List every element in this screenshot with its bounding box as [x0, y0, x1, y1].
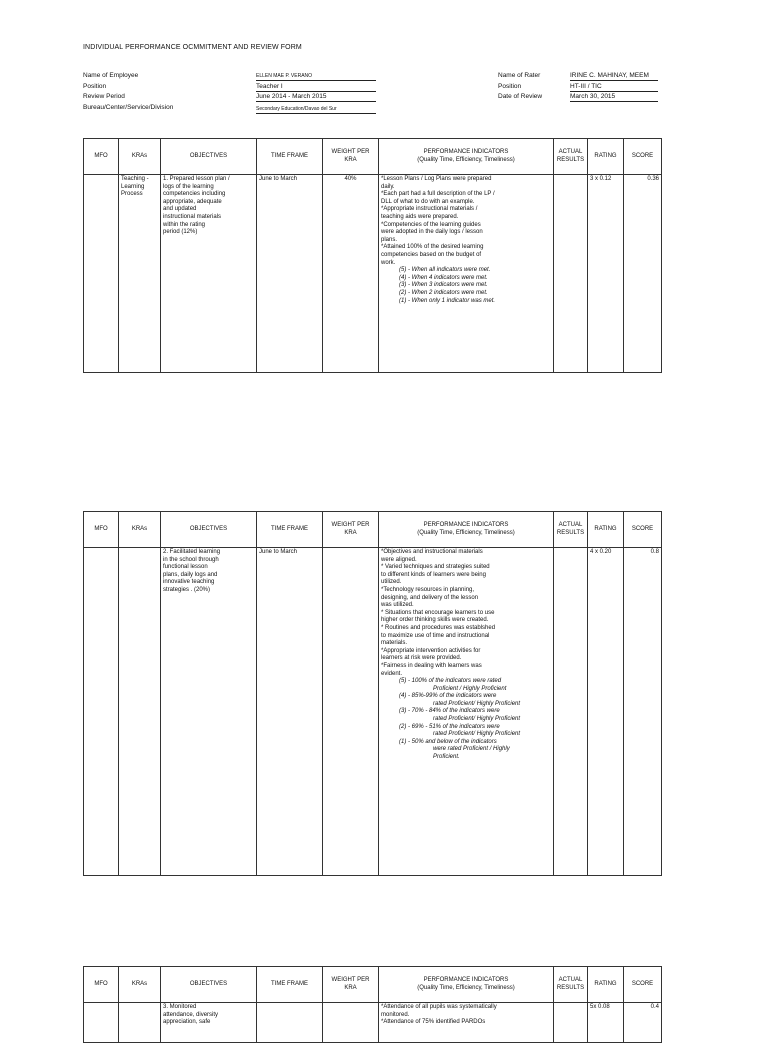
header-kras: KRAs [119, 512, 161, 548]
rater-position-value: HT-III / TIC [570, 83, 658, 92]
review-date-value: March 30, 2015 [570, 93, 658, 102]
objective-cell: 2. Facilitated learning in the school through functional lesson plans, daily logs and innovative teaching strategies . (20%) [161, 548, 257, 876]
table-row [84, 1003, 662, 1043]
score-cell: 0.36 [624, 175, 662, 373]
header-time-frame: TIME FRAME [257, 139, 323, 175]
kra-cell [119, 1003, 161, 1043]
score-cell: 0.4 [624, 1003, 662, 1043]
rater-position-label: Position [498, 83, 522, 90]
weight-cell [323, 1003, 379, 1043]
employee-name-label: Name of Employee [83, 72, 139, 79]
table-header-row [84, 967, 662, 1003]
header-kras: KRAs [119, 967, 161, 1003]
header-rating: RATING [588, 512, 624, 548]
header-rating: RATING [588, 967, 624, 1003]
time-frame-cell: June to March [257, 548, 323, 876]
header-weight: WEIGHT PER KRA [323, 967, 379, 1003]
header-mfo: MFO [84, 512, 119, 548]
review-date-label: Date of Review [498, 93, 543, 100]
mfo-cell [84, 548, 119, 876]
review-period-label: Review Period [83, 93, 125, 100]
header-objectives: OBJECTIVES [161, 139, 257, 175]
header-performance-indicators: PERFORMANCE INDICATORS (Quality Time, Efficiency, Timeliness) [379, 139, 554, 175]
header-rating: RATING [588, 139, 624, 175]
employee-position-value: Teacher I [256, 83, 376, 92]
header-performance-indicators: PERFORMANCE INDICATORS (Quality Time, Efficiency, Timeliness) [379, 512, 554, 548]
header-performance-indicators: PERFORMANCE INDICATORS (Quality Time, Efficiency, Timeliness) [379, 967, 554, 1003]
indicators-cell: *Attendance of all pupils was systematically monitored. *Attendance of 75% identified PARDOs [379, 1003, 554, 1043]
employee-position-label: Position [83, 83, 107, 90]
objective-cell: 3. Monitored attendance, diversity appreciation, safe [161, 1003, 257, 1043]
form-title: INDIVIDUAL PERFORMANCE OCMMITMENT AND REVIEW FORM [83, 44, 302, 51]
actual-results-cell [554, 548, 588, 876]
bureau-value: Secondary Education/Davao del Sur [256, 105, 376, 114]
header-score: SCORE [624, 967, 662, 1003]
actual-results-cell [554, 175, 588, 373]
rating-cell: 3 x 0.12 [588, 175, 624, 373]
rater-name-value: IRINE C. MAHINAY, MEEM [570, 72, 658, 81]
header-mfo: MFO [84, 967, 119, 1003]
rater-name-label: Name of Rater [498, 72, 541, 79]
header-actual-results: ACTUAL RESULTS [554, 139, 588, 175]
indicators-cell: *Objectives and instructional materials were aligned. * Varied techniques and strategies suited to different kinds of learners were being utilized. *Technology resources in planning, designing, and delivery of the lesson was utilized. * Situations that encourage learners to use higher order thinking skills were created. * Routines and procedures was establshed to maximize use of time and instructional materials. *Appropriate intervention activities for learners at risk were provided. *Fairness in dealing with learners was evident. (5) - 100% of the indicators were rated Proficient / Highly Proficient (4) - 85%-99% of the indicators were rated Proficient/ Highly Proficient (3) - 70% - 84% of the indicators were rated Proficient/ Highly Proficient (2) - 69% - 51% of the indicators were rated Proficient/ Highly Proficient (1) - 50% and below of the indicators were rated Proficient / Highly Proficient. [379, 548, 554, 876]
table-header-row [84, 139, 662, 175]
mfo-cell [84, 1003, 119, 1043]
employee-name-value: ELLEN MAE P. VERANO [256, 72, 376, 81]
kra-cell [119, 548, 161, 876]
weight-cell [323, 548, 379, 876]
header-weight: WEIGHT PER KRA [323, 512, 379, 548]
header-score: SCORE [624, 139, 662, 175]
table-header-row [84, 512, 662, 548]
rating-cell: 5x 0.08 [588, 1003, 624, 1043]
table-row [84, 175, 662, 373]
header-mfo: MFO [84, 139, 119, 175]
indicators-cell: *Lesson Plans / Log Plans were prepared daily. *Each part had a full description of the LP / DLL of what to do with an example. *Appropriate instructional materials / teaching aids were prepared. *Competencies of the learning guides were adopted in the daily logs / lesson plans. *Attained 100% of the desired learning competencies based on the budget of work. (5) - When all indicators were met. (4) - When 4 indicators were met. (3) - When 3 indicators were met. (2) - When 2 indicators were met. (1) - When only 1 indicator was met. [379, 175, 554, 373]
header-objectives: OBJECTIVES [161, 512, 257, 548]
header-time-frame: TIME FRAME [257, 967, 323, 1003]
actual-results-cell [554, 1003, 588, 1043]
kra-cell: Teaching - Learning Process [119, 175, 161, 373]
header-actual-results: ACTUAL RESULTS [554, 967, 588, 1003]
review-period-value: June 2014 - March 2015 [256, 93, 376, 102]
header-weight: WEIGHT PER KRA [323, 139, 379, 175]
ipcr-table-3 [83, 966, 662, 1043]
rating-cell: 4 x 0.20 [588, 548, 624, 876]
mfo-cell [84, 175, 119, 373]
score-cell: 0.8 [624, 548, 662, 876]
bureau-label: Bureau/Center/Service/Division [83, 104, 174, 111]
header-score: SCORE [624, 512, 662, 548]
header-kras: KRAs [119, 139, 161, 175]
ipcr-table-2 [83, 511, 662, 876]
ipcr-table-1 [83, 138, 662, 373]
header-time-frame: TIME FRAME [257, 512, 323, 548]
table-row [84, 548, 662, 876]
weight-cell: 40% [323, 175, 379, 373]
objective-cell: 1. Prepared lesson plan / logs of the learning competencies including appropriate, adequate and updated instructional materials within the rating period (12%) [161, 175, 257, 373]
header-actual-results: ACTUAL RESULTS [554, 512, 588, 548]
time-frame-cell [257, 1003, 323, 1043]
header-objectives: OBJECTIVES [161, 967, 257, 1003]
time-frame-cell: June to March [257, 175, 323, 373]
